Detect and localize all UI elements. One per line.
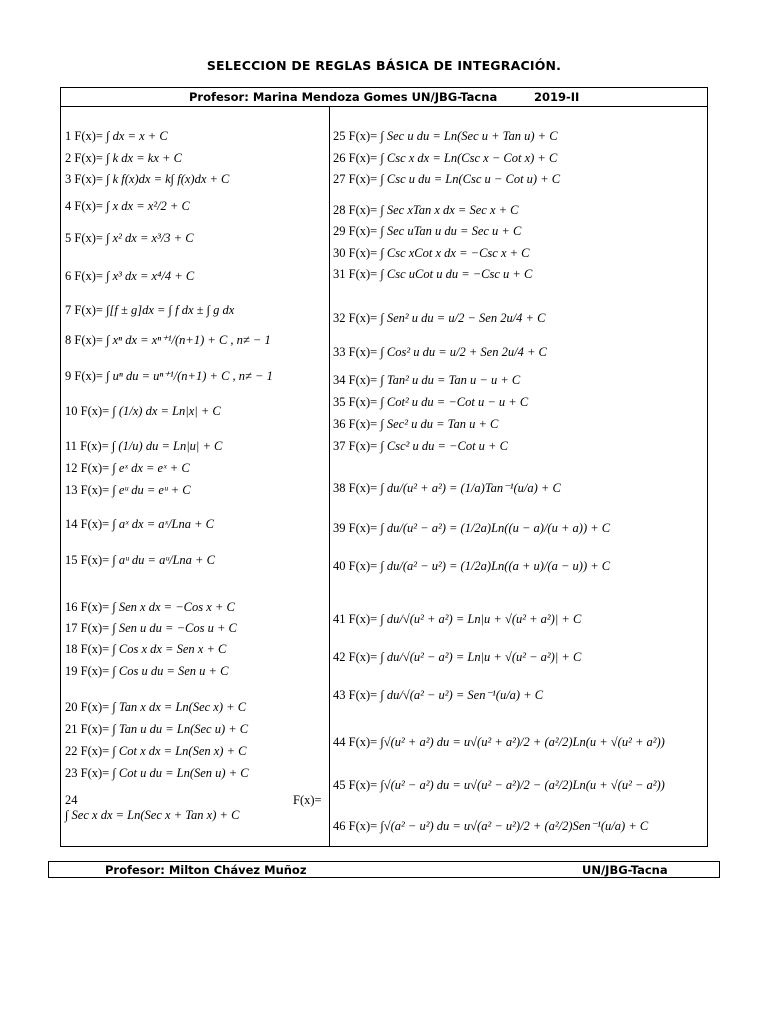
left-formula-row: [65, 766, 249, 780]
formula-number: 25 F(x)=: [333, 129, 378, 143]
formula-expression: ∫ x dx = x²/2 + C: [106, 199, 190, 213]
left-formula-row: [65, 808, 239, 822]
formula-expression: ∫ (1/x) dx = Ln|x| + C: [112, 404, 221, 418]
left-formula-row: [65, 439, 222, 453]
formula-expression: ∫ Cos² u du = u/2 + Sen 2u/4 + C: [380, 345, 547, 359]
formula-24-tail: F(x)=: [293, 793, 322, 807]
right-formula-row: [333, 267, 532, 281]
left-formula-row: [65, 793, 78, 807]
formula-expression: ∫ Tan u du = Ln(Sec u) + C: [112, 722, 249, 736]
left-formula-row: [65, 151, 182, 165]
formula-expression: ∫ Sec xTan x dx = Sec x + C: [380, 203, 519, 217]
left-formula-row: [65, 129, 168, 143]
formula-number: 4 F(x)=: [65, 199, 103, 213]
right-formula-row: [333, 735, 665, 749]
left-formula-row: [65, 722, 248, 736]
formula-number: 22 F(x)=: [65, 744, 110, 758]
right-formula-row: [333, 778, 665, 792]
left-formula-row: [65, 600, 235, 614]
formula-number: 27 F(x)=: [333, 172, 378, 186]
formula-number: 45 F(x)=: [333, 778, 378, 792]
formula-expression: ∫√(a² − u²) du = u√(a² − u²)/2 + (a²/2)Sen⁻¹(u/a) + C: [380, 819, 649, 833]
left-formula-row: [65, 231, 194, 245]
formula-expression: ∫ du/(u² + a²) = (1/a)Tan⁻¹(u/a) + C: [380, 481, 561, 495]
formula-number: 3 F(x)=: [65, 172, 103, 186]
right-formula-row: [333, 395, 528, 409]
left-formula-row: [65, 461, 190, 475]
formula-number: 32 F(x)=: [333, 311, 378, 325]
left-formula-row: [65, 664, 228, 678]
formula-expression: ∫ x³ dx = x⁴/4 + C: [106, 269, 195, 283]
formula-number: 36 F(x)=: [333, 417, 378, 431]
right-formula-row: [333, 224, 521, 238]
formula-number: 10 F(x)=: [65, 404, 110, 418]
formula-number: 39 F(x)=: [333, 521, 378, 535]
right-formula-row: [333, 246, 530, 260]
left-formula-row: [65, 700, 246, 714]
formula-expression: ∫ Csc uCot u du = −Csc u + C: [380, 267, 533, 281]
formula-expression: ∫ Cot x dx = Ln(Sen x) + C: [112, 744, 247, 758]
formula-expression: ∫ Tan x dx = Ln(Sec x) + C: [112, 700, 247, 714]
right-formula-row: [333, 650, 581, 664]
formula-expression: ∫ xⁿ dx = xⁿ⁺¹/(n+1) + C , n≠ − 1: [106, 333, 271, 347]
formula-expression: ∫ Cos u du = Sen u + C: [112, 664, 229, 678]
formula-number: 14 F(x)=: [65, 517, 110, 531]
formula-expression: ∫√(u² − a²) du = u√(u² − a²)/2 − (a²/2)Ln(u + √(u² − a²)): [380, 778, 665, 792]
left-formula-row: [65, 199, 190, 213]
formula-number: 17 F(x)=: [65, 621, 110, 635]
formula-number: 29 F(x)=: [333, 224, 378, 238]
formula-number: 34 F(x)=: [333, 373, 378, 387]
formula-expression: ∫ du/(u² − a²) = (1/2a)Ln((u − a)/(u + a)) + C: [380, 521, 611, 535]
right-formula-row: [333, 521, 610, 535]
left-formula-row: [65, 744, 247, 758]
formula-expression: ∫ Sec² u du = Tan u + C: [380, 417, 499, 431]
formula-number: 26 F(x)=: [333, 151, 378, 165]
right-formula-row: [333, 129, 558, 143]
right-formula-row: [333, 151, 557, 165]
formula-expression: ∫ eˣ dx = eˣ + C: [112, 461, 190, 475]
formula-number: 31 F(x)=: [333, 267, 378, 281]
formula-expression: ∫ Sen² u du = u/2 − Sen 2u/4 + C: [380, 311, 546, 325]
document-title: SELECCION DE REGLAS BÁSICA DE INTEGRACIÓN.: [206, 58, 562, 73]
formula-expression: ∫ dx = x + C: [106, 129, 168, 143]
formula-number: 11 F(x)=: [65, 439, 109, 453]
formula-expression: ∫ Csc u du = Ln(Csc u − Cot u) + C: [380, 172, 561, 186]
formula-number: 12 F(x)=: [65, 461, 110, 475]
formula-number: 1 F(x)=: [65, 129, 103, 143]
header-professor: Profesor: Marina Mendoza Gomes UN/JBG-Tacna: [189, 90, 498, 104]
formula-number: 46 F(x)=: [333, 819, 378, 833]
formula-expression: ∫ Sec uTan u du = Sec u + C: [380, 224, 522, 238]
formula-number: 21 F(x)=: [65, 722, 110, 736]
footer-place: UN/JBG-Tacna: [582, 863, 668, 877]
formula-expression: ∫ du/√(a² − u²) = Sen⁻¹(u/a) + C: [380, 688, 544, 702]
formula-expression: ∫ du/√(u² − a²) = Ln|u + √(u² − a²)| + C: [380, 650, 582, 664]
formula-expression: ∫ Tan² u du = Tan u − u + C: [380, 373, 521, 387]
right-formula-row: [333, 688, 543, 702]
formula-number: 38 F(x)=: [333, 481, 378, 495]
formula-number: 40 F(x)=: [333, 559, 378, 573]
right-formula-row: [333, 172, 560, 186]
right-formula-row: [333, 439, 508, 453]
right-formula-row: [333, 311, 545, 325]
right-formula-row: [333, 819, 648, 833]
formula-expression: ∫[f ± g]dx = ∫ f dx ± ∫ g dx: [106, 303, 235, 317]
table-header: [61, 88, 707, 107]
formula-number: 30 F(x)=: [333, 246, 378, 260]
formula-number: 18 F(x)=: [65, 642, 110, 656]
formula-number: 37 F(x)=: [333, 439, 378, 453]
formula-number: 20 F(x)=: [65, 700, 110, 714]
formula-expression: ∫ Csc xCot x dx = −Csc x + C: [380, 246, 530, 260]
header-year: 2019-II: [534, 90, 580, 104]
formula-number: 33 F(x)=: [333, 345, 378, 359]
footer-professor: Profesor: Milton Chávez Muñoz: [105, 863, 307, 877]
footer-bar: [48, 861, 720, 878]
right-formula-row: [333, 203, 519, 217]
formula-expression: ∫ Cot² u du = −Cot u − u + C: [380, 395, 529, 409]
formula-expression: ∫ Csc x dx = Ln(Csc x − Cot x) + C: [380, 151, 558, 165]
left-formula-row: [65, 621, 237, 635]
right-formula-row: [333, 559, 610, 573]
formula-expression: ∫ Sen u du = −Cos u + C: [112, 621, 237, 635]
formula-number: 15 F(x)=: [65, 553, 110, 567]
right-formula-row: [333, 417, 498, 431]
formula-number: 13 F(x)=: [65, 483, 110, 497]
right-formula-row: [333, 373, 520, 387]
formula-number: 24: [65, 793, 78, 807]
formula-number: 28 F(x)=: [333, 203, 378, 217]
formula-number: 44 F(x)=: [333, 735, 378, 749]
column-divider: [329, 107, 330, 846]
formula-number: 7 F(x)=: [65, 303, 103, 317]
formula-table: [60, 87, 708, 847]
formula-expression: ∫ aᵘ du = aᵘ/Lna + C: [112, 553, 215, 567]
formula-expression: ∫ k f(x)dx = k∫ f(x)dx + C: [106, 172, 230, 186]
formula-number: 5 F(x)=: [65, 231, 103, 245]
formula-expression: ∫ aˣ dx = aˣ/Lna + C: [112, 517, 214, 531]
formula-expression: ∫ Sen x dx = −Cos x + C: [112, 600, 235, 614]
formula-expression: ∫√(u² + a²) du = u√(u² + a²)/2 + (a²/2)Ln(u + √(u² + a²)): [380, 735, 665, 749]
left-formula-row: [65, 642, 226, 656]
right-formula-row: [333, 345, 547, 359]
formula-expression: ∫ eᵘ du = eᵘ + C: [112, 483, 191, 497]
formula-number: 43 F(x)=: [333, 688, 378, 702]
formula-expression: ∫ uⁿ du = uⁿ⁺¹/(n+1) + C , n≠ − 1: [106, 369, 273, 383]
left-formula-row: [65, 404, 221, 418]
left-formula-row: [65, 553, 215, 567]
right-formula-row: [333, 481, 561, 495]
left-formula-row: [65, 483, 191, 497]
right-formula-row: [333, 612, 581, 626]
left-formula-row: [65, 369, 273, 383]
formula-number: 35 F(x)=: [333, 395, 378, 409]
left-formula-row: [65, 269, 194, 283]
formula-expression: ∫ Cot u du = Ln(Sen u) + C: [112, 766, 249, 780]
left-formula-row: [65, 172, 229, 186]
formula-expression: ∫ Sec x dx = Ln(Sec x + Tan x) + C: [65, 808, 240, 822]
formula-number: 23 F(x)=: [65, 766, 110, 780]
formula-expression: ∫ du/(a² − u²) = (1/2a)Ln((a + u)/(a − u)) + C: [380, 559, 611, 573]
formula-expression: ∫ (1/u) du = Ln|u| + C: [111, 439, 223, 453]
left-formula-row: [65, 303, 234, 317]
left-formula-row: [65, 333, 271, 347]
formula-number: 16 F(x)=: [65, 600, 110, 614]
formula-number: 9 F(x)=: [65, 369, 103, 383]
formula-number: 8 F(x)=: [65, 333, 103, 347]
formula-expression: ∫ Sec u du = Ln(Sec u + Tan u) + C: [380, 129, 558, 143]
formula-expression: ∫ k dx = kx + C: [106, 151, 182, 165]
formula-expression: ∫ du/√(u² + a²) = Ln|u + √(u² + a²)| + C: [380, 612, 582, 626]
formula-number: 41 F(x)=: [333, 612, 378, 626]
formula-number: 42 F(x)=: [333, 650, 378, 664]
formula-number: 2 F(x)=: [65, 151, 103, 165]
formula-number: 6 F(x)=: [65, 269, 103, 283]
formula-expression: ∫ Cos x dx = Sen x + C: [112, 642, 227, 656]
formula-expression: ∫ x² dx = x³/3 + C: [106, 231, 194, 245]
formula-number: 19 F(x)=: [65, 664, 110, 678]
left-formula-row: [65, 517, 214, 531]
formula-expression: ∫ Csc² u du = −Cot u + C: [380, 439, 508, 453]
